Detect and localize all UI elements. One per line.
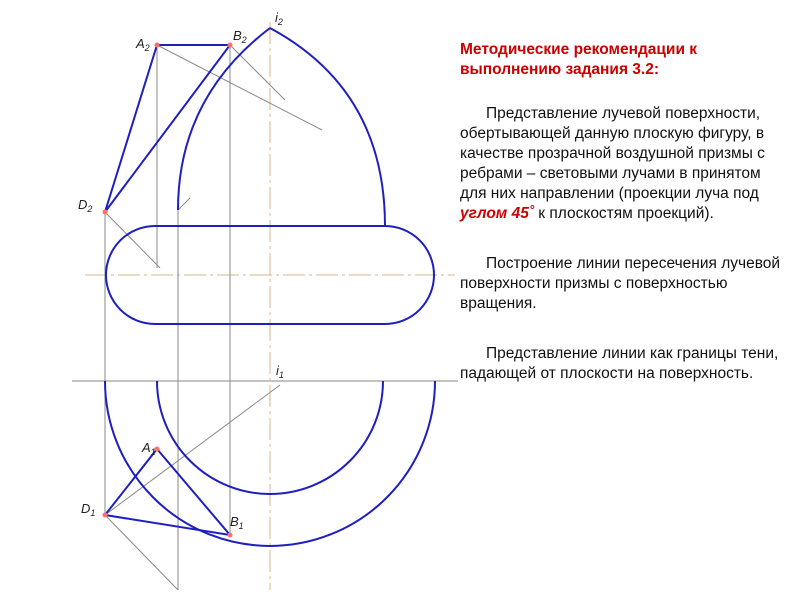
paragraph-intersection: Построение линии пересечения лучевой поверхности призмы с поверхностью вращения. xyxy=(460,255,781,312)
label-a1: $A_1$ xyxy=(142,440,156,457)
paragraph-ray-surface: Представление лучевой поверхности, обертывающей данную плоскую фигуру, в качестве прозрачной воздушной призмы с ребрами – световыми лучами в принятом для них направлении (проекции луча под углом 45˚ к плоскостям проекций). xyxy=(460,105,765,222)
label-b2: $B_2$ xyxy=(233,28,247,45)
label-a2: $A_2$ xyxy=(136,36,150,53)
triangle-front-projection xyxy=(105,45,230,212)
outer-contour-right xyxy=(270,28,385,226)
label-i2: $i_2$ xyxy=(275,10,283,27)
label-d1: $D_1$ xyxy=(81,501,96,518)
construction-lines xyxy=(105,45,322,590)
points xyxy=(103,43,233,538)
label-i1: $i_1$ xyxy=(276,363,284,380)
recommendations-panel xyxy=(460,40,790,384)
label-d2: $D_2$ xyxy=(78,197,93,214)
label-b1: $B_1$ xyxy=(230,514,244,531)
paragraph-shadow: Представление линии как границы тени, падающей от плоскости на поверхность. xyxy=(460,345,779,382)
recommendations-heading: Методические рекомендации к выполнению задания 3.2: xyxy=(460,41,698,78)
triangle-top-projection xyxy=(105,449,230,535)
angle-highlight: углом 45˚ xyxy=(460,205,534,222)
outer-contour-left xyxy=(178,28,270,210)
